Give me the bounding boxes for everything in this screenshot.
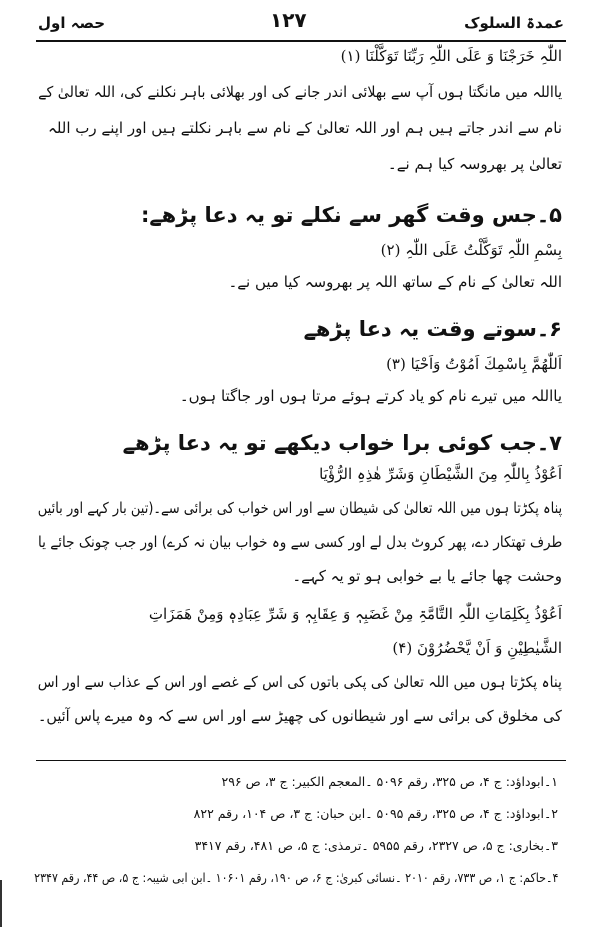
text-line: یااللہ میں تیرے نام کو یاد کرتے ہوئے مرتا ہوں اور جاگتا ہوں۔ xyxy=(179,387,562,405)
text-line: یااللہ میں مانگتا ہوں آپ سے بھلائی اندر جانے کی اور بھلائی باہر نکلنے کی، اللہ تعالیٰ کے xyxy=(38,83,562,101)
footnote: ۲۔ابوداؤد: ج ۴، ص ۳۲۵، رقم ۵۰۹۵ ۔ابن حبان: ج ۳، ص ۱۰۴، رقم ۸۲۲ xyxy=(193,806,558,821)
book-title: عمدۃ السلوک xyxy=(464,14,564,32)
text-line: نام سے اندر جاتے ہیں ہم اور اللہ تعالیٰ کے نام سے باہر نکلتے ہیں اور اپنے رب اللہ xyxy=(48,119,562,137)
section-heading: ۷۔جب کوئی برا خواب دیکھے تو یہ دعا پڑھے xyxy=(122,431,562,455)
footnote-separator xyxy=(36,760,566,761)
arabic-dua-line: اَعُوْذُ بِاللّٰہِ مِنَ الشَّیْطَانِ وَشَرِّ ھٰذِہِ الرُّؤْیَا xyxy=(319,465,562,483)
text-line: تعالیٰ پر بھروسہ کیا ہم نے۔ xyxy=(387,155,562,173)
footnote: ۳۔بخاری: ج ۵، ص ۲۳۲۷، رقم ۵۹۵۵ ۔ترمذی: ج ۵، ص ۴۸۱، رقم ۳۴۱۷ xyxy=(194,838,558,853)
text-line: وحشت چھا جائے یا بے خوابی ہو تو یہ کہے۔ xyxy=(292,567,562,585)
page-edge-mark xyxy=(0,880,2,927)
footnote: ۴۔حاکم: ج ۱، ص ۷۳۳، رقم ۲۰۱۰ ۔نسائی کبریٰ: ج ۶، ص ۱۹۰، رقم ۱۰۶۰۱ ۔ابن ابی شیبہ: ج ۵، ص ۴۴، رقم ۲۳۴۷ xyxy=(33,870,558,885)
text-line: کی مخلوق کی برائی سے اور شیطانوں کی چھیڑ سے اور اس سے کہ وہ میرے پاس آئیں۔ xyxy=(38,707,562,725)
arabic-dua-line: اللّٰہِ خَرَجْنَا وَ عَلَی اللّٰہِ رَبِّنَا تَوَکَّلْنَا (۱) xyxy=(340,47,562,65)
arabic-dua-line: الشَّیٰطِیْنِ وَ اَنْ یَّحْضُرُوْنَ (۴) xyxy=(392,639,562,657)
text-line: پناہ پکڑتا ہوں میں اللہ تعالیٰ کی شیطان سے اور اس خواب کی برائی سے۔(تین بار کہے اور بائیں xyxy=(37,499,562,517)
arabic-dua-line: اَعُوْذُ بِكَلِمَاتِ اللّٰہِ التَّامَّۃِ مِنْ غَضَبِہٖ وَ عِقَابِہٖ وَ شَرِّ عِبَادِہٖ وَمِنْ ھَمَزَاتِ xyxy=(148,605,562,623)
section-heading: ۶۔سوتے وقت یہ دعا پڑھے xyxy=(303,317,562,341)
text-line: اللہ تعالیٰ کے نام کے ساتھ اللہ پر بھروسہ کیا میں نے۔ xyxy=(228,273,562,291)
section-heading: ۵۔جس وقت گھر سے نکلے تو یہ دعا پڑھے: xyxy=(140,203,562,227)
footnote: ۱۔ابوداؤد: ج ۴، ص ۳۲۵، رقم ۵۰۹۶ ۔المعجم الکبیر: ج ۳، ص ۲۹۶ xyxy=(221,774,558,789)
text-line: طرف تھتکار دے، پھر کروٹ بدل لے اور کسی سے وہ خواب بیان نہ کرے) اور جب چونک جائے یا xyxy=(37,533,562,551)
page-number: ۱۲۷ xyxy=(270,8,307,32)
header-rule xyxy=(36,40,566,42)
text-line: پناہ پکڑتا ہوں میں اللہ تعالیٰ کی پکی باتوں کی اس کے غصے اور اس کے عذاب سے اور اس xyxy=(37,673,562,691)
header-part-label: حصہ اول xyxy=(38,14,106,32)
arabic-dua-line: بِسْمِ اللّٰہِ تَوَکَّلْتُ عَلَی اللّٰہِ (۲) xyxy=(380,241,562,259)
arabic-dua-line: اَللّٰھُمَّ بِاسْمِكَ اَمُوْتُ وَاَحْیَا (۳) xyxy=(386,355,562,373)
